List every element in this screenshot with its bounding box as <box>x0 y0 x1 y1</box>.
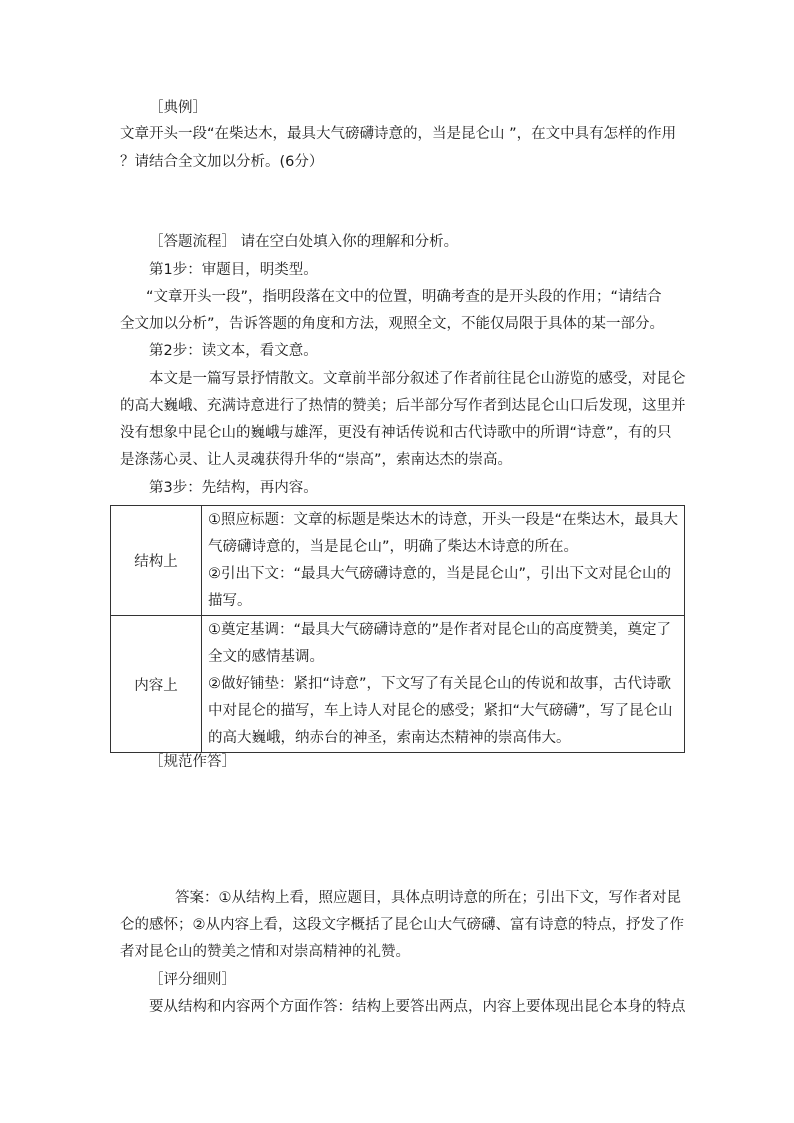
row-label-content: 内容上 <box>111 616 202 753</box>
row-content-structure <box>201 506 684 616</box>
table-row-structure <box>111 506 685 616</box>
row-label-structure: 结构上 <box>111 506 202 616</box>
table-text-line: 气磅礴诗意的，当是昆仑山”，明确了柴达木诗意的所在。 <box>207 539 578 555</box>
step-2-text-line-4: 是涤荡心灵、让人灵魂获得升华的“崇高”，索南达杰的崇高。 <box>120 452 513 468</box>
answer-line-3: 者对昆仑山的赞美之情和对崇高精神的礼赞。 <box>120 944 410 960</box>
step-1-text-line-1: “文章开头一段”，指明段落在文中的位置，明确考查的是开头段的作用；“请结合 <box>146 289 662 305</box>
scoring-criteria-text: 要从结构和内容两个方面作答：结构上要答出两点，内容上要体现出昆仑本身的特点 <box>149 999 686 1015</box>
answer-line-1: 答案：①从结构上看，照应题目，具体点明诗意的所在；引出下文，写作者对昆 <box>175 890 681 906</box>
answer-flow-heading: ［答题流程］ 请在空白处填入你的理解和分析。 <box>149 234 459 250</box>
question-line-1: 文章开头一段“在柴达木，最具大气磅礴诗意的，当是昆仑山 ”，在文中具有怎样的作用 <box>120 126 677 142</box>
standard-answer-heading: ［规范作答］ <box>149 754 236 770</box>
step-3-heading: 第3步：先结构，再内容。 <box>149 480 318 496</box>
answer-line-2: 仑的感怀；②从内容上看，这段文字概括了昆仑山大气磅礴、富有诗意的特点，抒发了作 <box>120 917 684 933</box>
table-row-content <box>111 616 685 753</box>
table-text-line: 的高大巍峨，纳赤台的神圣，索南达杰精神的崇高伟大。 <box>207 730 571 746</box>
table-text-line: 中对昆仑的描写，车上诗人对昆仑的感受；紧扣“大气磅礴”，写了昆仑山 <box>207 703 673 719</box>
example-heading: ［典例］ <box>149 100 207 116</box>
step-2-heading: 第2步：读文本，看文意。 <box>149 343 318 359</box>
step-2-text-line-3: 没有想象中昆仑山的巍峨与雄浑，更没有神话传说和古代诗歌中的所谓“诗意”，有的只 <box>120 425 672 441</box>
step-1-heading: 第1步：审题目，明类型。 <box>149 262 318 278</box>
table-text-line: ①奠定基调：“最具大气磅礴诗意的”是作者对昆仑山的高度赞美，奠定了 <box>207 622 672 638</box>
table-text-line: 全文的感情基调。 <box>207 649 324 665</box>
step-2-text-line-1: 本文是一篇写景抒情散文。文章前半部分叙述了作者前往昆仑山游览的感受，对昆仑 <box>149 371 686 387</box>
question-line-2: ？请结合全文加以分析。(6分） <box>120 154 324 170</box>
table-text-line: 描写。 <box>207 593 252 609</box>
step-2-text-line-2: 的高大巍峨、充满诗意进行了热情的赞美；后半部分写作者到达昆仑山口后发现，这里并 <box>120 398 686 414</box>
analysis-table <box>110 505 685 753</box>
scoring-criteria-heading: ［评分细则］ <box>149 972 236 988</box>
table-text-line: ②做好铺垫：紧扣“诗意”，下文写了有关昆仑山的传说和故事，古代诗歌 <box>207 676 672 692</box>
table-text-line: ②引出下文：“最具大气磅礴诗意的，当是昆仑山”，引出下文对昆仑山的 <box>207 566 672 582</box>
table-text-line: ①照应标题：文章的标题是柴达木的诗意，开头一段是“在柴达木，最具大 <box>207 512 678 528</box>
row-content-content <box>201 616 684 753</box>
step-1-text-line-2: 全文加以分析”，告诉答题的角度和方法，观照全文，不能仅局限于具体的某一部分。 <box>120 316 665 332</box>
